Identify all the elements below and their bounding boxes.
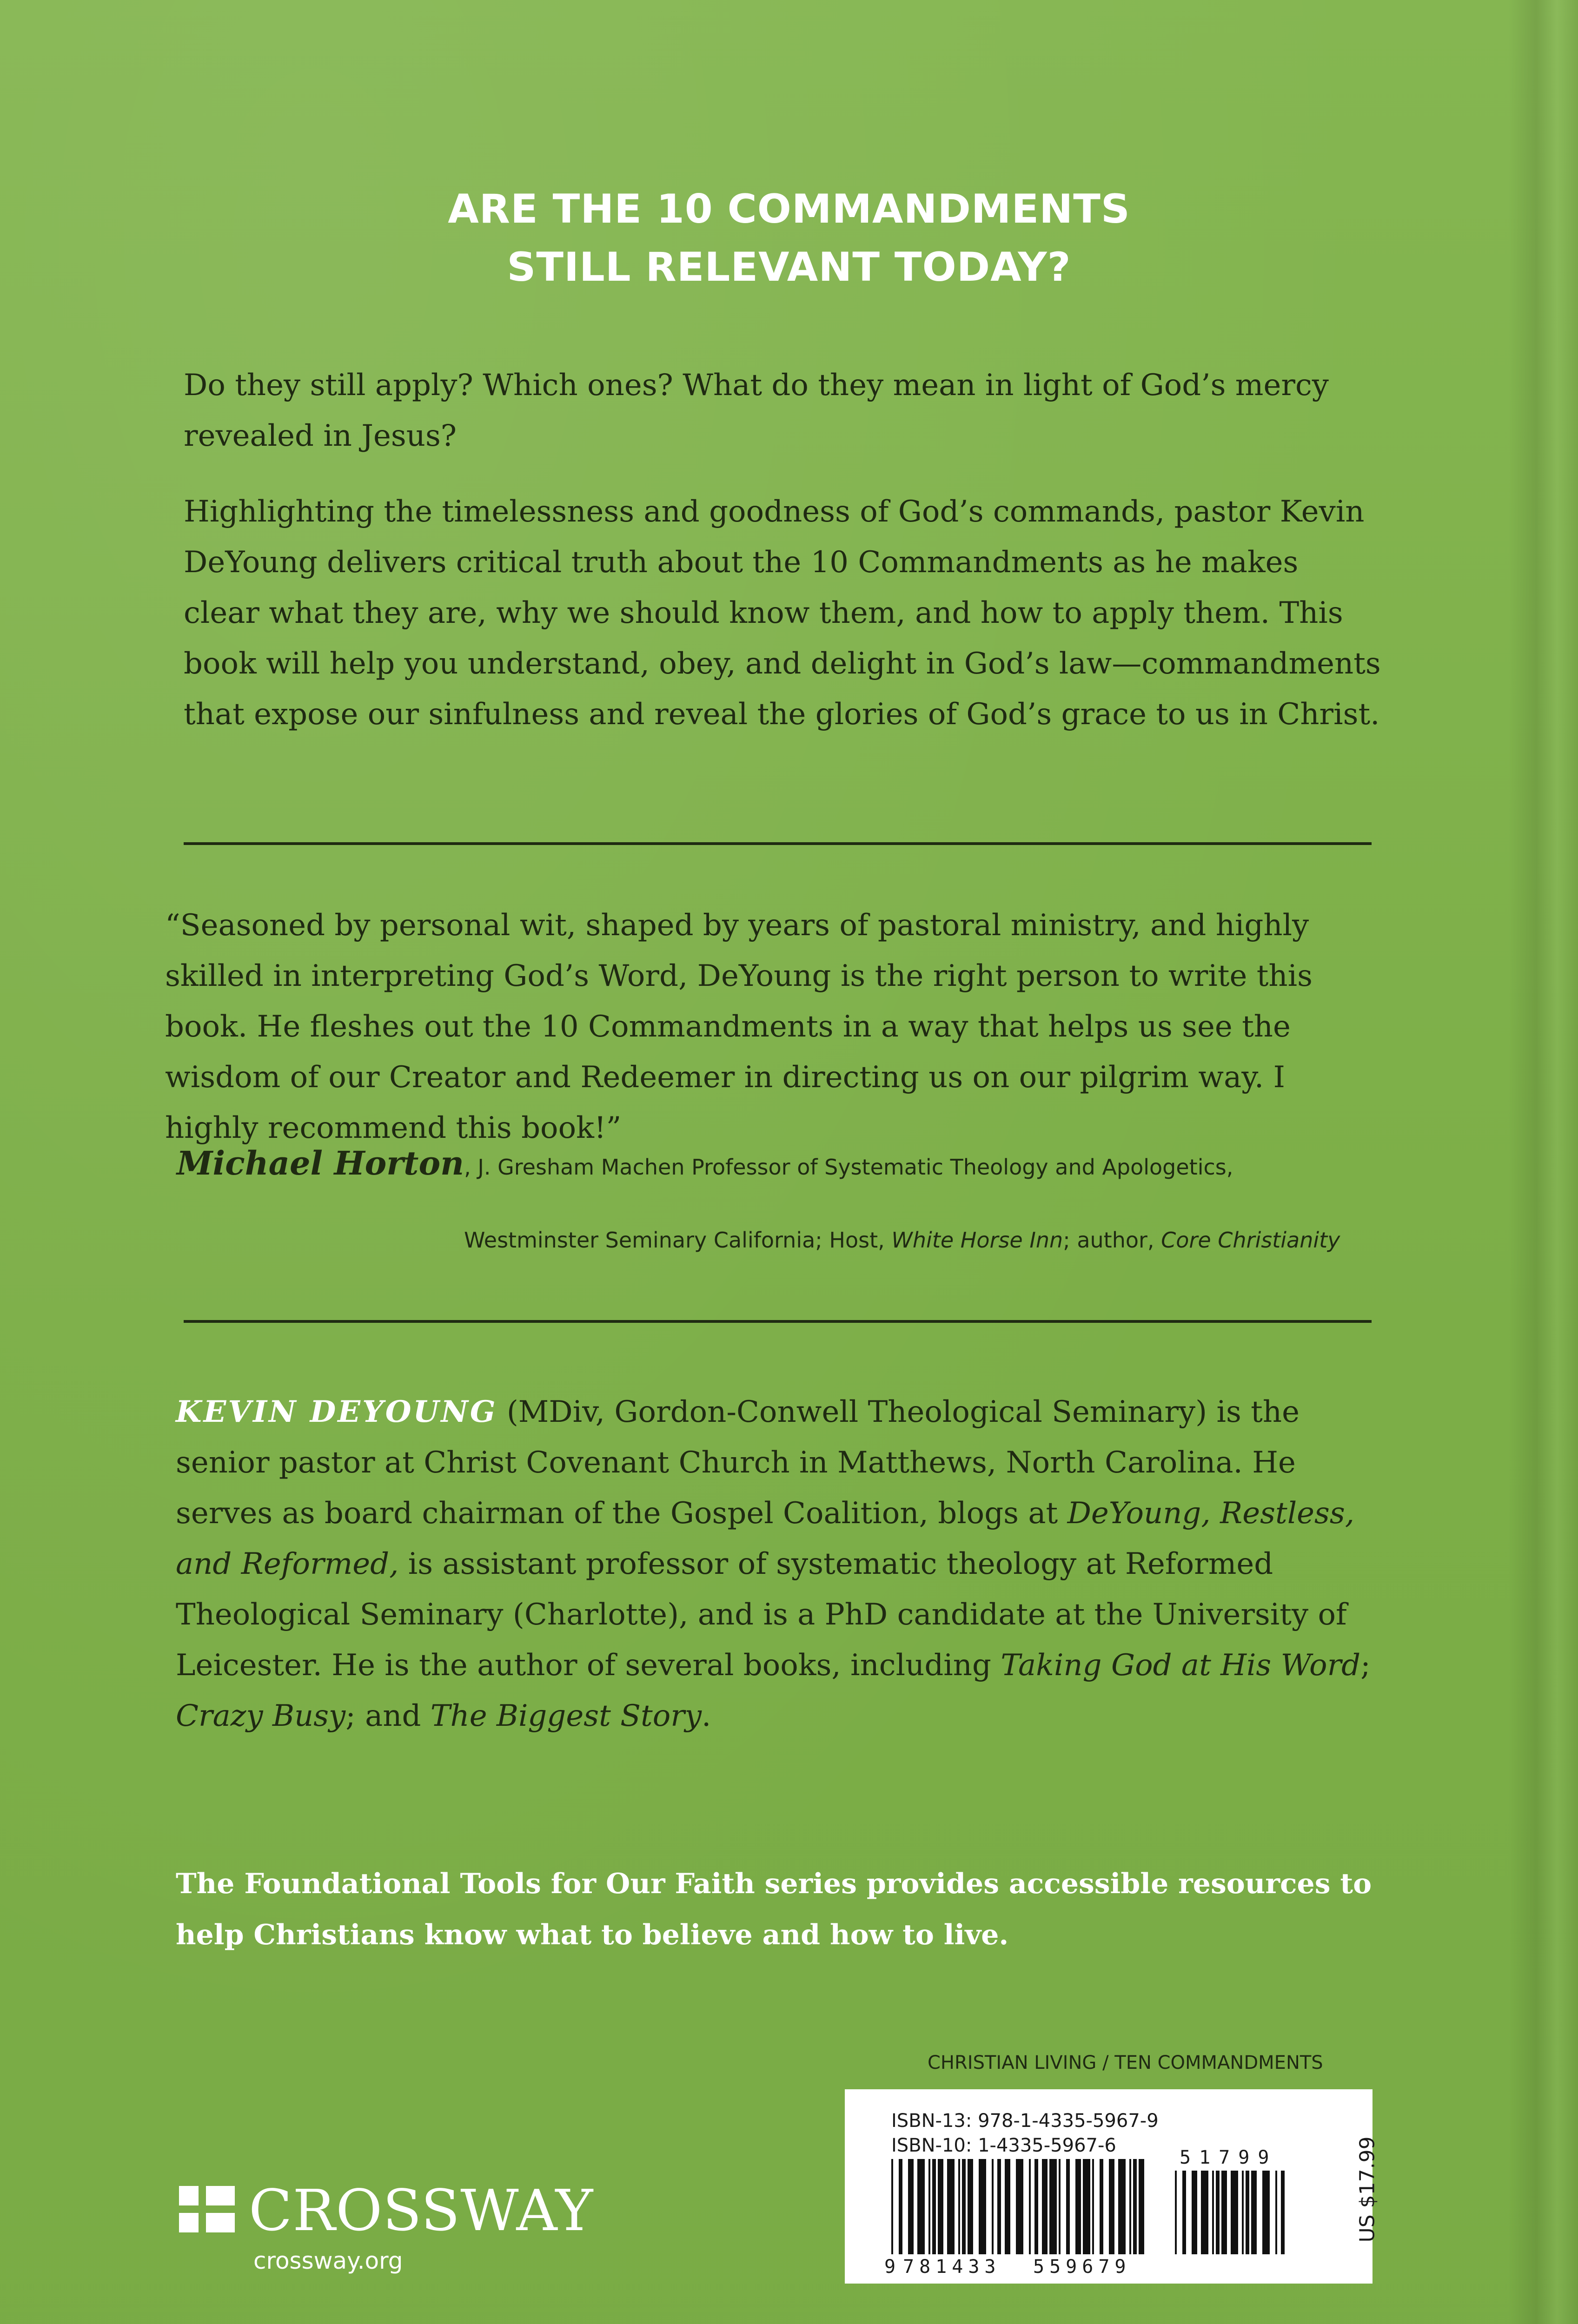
spine-edge (1508, 0, 1578, 2324)
endorsement-quote: “Seasoned by personal wit, shaped by years of pastoral ministry, and highly skilled in interpreting God’s Word, DeYoung is the right person to write this book. He fleshes out the 10 Commandments in a way that helps us see the wisdom of our Creator and Redeemer in directing us on our pilgrim way. I highly recommend this book!” (165, 908, 1313, 1145)
barcode-bar (1118, 2159, 1126, 2254)
barcode-addon-digits: 51799 (1180, 2147, 1278, 2168)
barcode-bar (1109, 2159, 1114, 2254)
intro-questions: Do they still apply? Which ones? What do they mean in light of God’s mercy revealed in Jesus? (184, 368, 1329, 453)
barcode-bar (1262, 2171, 1270, 2254)
publisher-name: CROSSWAY (249, 2178, 594, 2244)
barcode-bar (1275, 2171, 1277, 2254)
barcode-bar (1242, 2171, 1244, 2254)
barcode-bar (958, 2159, 960, 2254)
barcode-bar (1231, 2171, 1238, 2254)
barcode-bar (917, 2159, 925, 2254)
author-bio (176, 1386, 1385, 1742)
isbn-13: ISBN-13: 978-1-4335-5967-9 (891, 2110, 1159, 2132)
barcode-bar (1281, 2171, 1285, 2254)
bio-text: is assistant professor of systematic theology at Reformed Theological Seminary (Charlotte), and is a PhD candidate at the University of Leicester. He is the author of several books, including (176, 1547, 1347, 1683)
barcode-bar (1083, 2159, 1090, 2254)
crossway-mark-icon (179, 2186, 235, 2232)
endorser-show: White Horse Inn (891, 1228, 1063, 1253)
endorsement-attribution-line-2 (464, 1228, 1340, 1253)
bio-separator: ; and (345, 1699, 431, 1733)
barcode-bar (1133, 2159, 1137, 2254)
barcode-bar (1182, 2171, 1186, 2254)
series-description: The Foundational Tools for Our Faith series provides accessible resources to help Christians know what to believe and how to live. (176, 1868, 1372, 1951)
barcode-digits-left: 781433 (903, 2256, 1001, 2278)
barcode-bar (938, 2159, 943, 2254)
divider-rule (184, 1320, 1372, 1323)
intro-body: Highlighting the timelessness and goodness of God’s commands, pastor Kevin DeYoung delivers critical truth about the 10 Commandments as he makes clear what they are, why we should know them, and how to apply them. This book will help you understand, obey, and delight in God’s law—commandments that expose our sinfulness and reveal the glories of God’s grace to us in Christ. (184, 495, 1381, 732)
divider-rule (184, 842, 1372, 845)
isbn-10: ISBN-10: 1-4335-5967-6 (891, 2135, 1116, 2156)
bio-blog: DeYoung, Restless, and Reformed, (176, 1496, 1355, 1581)
barcode-bar (992, 2159, 994, 2254)
barcode-addon-bars (1175, 2171, 1285, 2254)
barcode-bar (1221, 2171, 1227, 2254)
barcode-bar (968, 2159, 973, 2254)
barcode-bar (1005, 2159, 1010, 2254)
barcode-bar (1100, 2159, 1103, 2254)
barcode-bar (1139, 2159, 1144, 2254)
endorser-author-label: ; author, (1063, 1228, 1161, 1253)
barcode-bar (962, 2159, 966, 2254)
barcode-bar (1175, 2171, 1177, 2254)
barcode-bar (1246, 2171, 1249, 2254)
bio-book: The Biggest Story (430, 1699, 702, 1733)
barcode-bar (1016, 2159, 1023, 2254)
barcode-bar (932, 2159, 936, 2254)
barcode-bar (891, 2159, 893, 2254)
barcode-bar (1034, 2159, 1038, 2254)
barcode-panel (845, 2089, 1379, 2284)
endorser-affiliation: Westminster Seminary California; Host, (464, 1228, 892, 1253)
headline-line-1: ARE THE 10 COMMANDMENTS (448, 186, 1130, 232)
barcode-digit-prefix: 9 (884, 2256, 896, 2278)
barcode-bar (908, 2159, 914, 2254)
barcode-digits-right: 559679 (1033, 2256, 1131, 2278)
bio-book: Crazy Busy (176, 1699, 346, 1733)
barcode-bar (1251, 2171, 1257, 2254)
barcode-bars (891, 2159, 1144, 2254)
author-name: KEVIN DEYOUNG (176, 1394, 497, 1429)
barcode-bar (1212, 2171, 1214, 2254)
barcode-bar (1059, 2159, 1061, 2254)
endorser-book: Core Christianity (1161, 1228, 1340, 1253)
barcode-bar (1049, 2159, 1057, 2254)
barcode-bar (1066, 2159, 1070, 2254)
barcode-bar (1042, 2159, 1048, 2254)
endorsement-attribution-line-1 (177, 1144, 1233, 1182)
barcode-bar (1216, 2171, 1220, 2254)
price-label: US $17.99 (1355, 2136, 1379, 2243)
barcode-bar (979, 2159, 986, 2254)
bio-end: . (701, 1699, 711, 1733)
category-label: CHRISTIAN LIVING / TEN COMMANDMENTS (928, 2052, 1323, 2073)
endorser-title: , J. Gresham Machen Professor of Systematic Theology and Apologetics, (464, 1155, 1233, 1180)
barcode-bar (1029, 2159, 1031, 2254)
barcode-bar (1092, 2159, 1094, 2254)
barcode-bar (928, 2159, 930, 2254)
barcode-bar (1192, 2171, 1197, 2254)
barcode-bar (899, 2159, 902, 2254)
barcode-bar (1201, 2171, 1208, 2254)
barcode-bar (1129, 2159, 1131, 2254)
publisher-url: crossway.org (253, 2247, 403, 2274)
endorser-name: Michael Horton (177, 1144, 464, 1182)
headline-line-2: STILL RELEVANT TODAY? (507, 244, 1071, 290)
bio-book: Taking God at His Word (1001, 1648, 1361, 1683)
barcode-bar (997, 2159, 1001, 2254)
bio-text: (MDiv, Gordon-Conwell Theological Seminary) is the senior pastor at Christ Covenant Church in Matthews, North Carolina. He serves as board chairman of the Gospel Coalition, blogs at (176, 1395, 1300, 1531)
barcode-bar (947, 2159, 955, 2254)
barcode-bar (1075, 2159, 1081, 2254)
bio-separator: ; (1360, 1648, 1371, 1683)
